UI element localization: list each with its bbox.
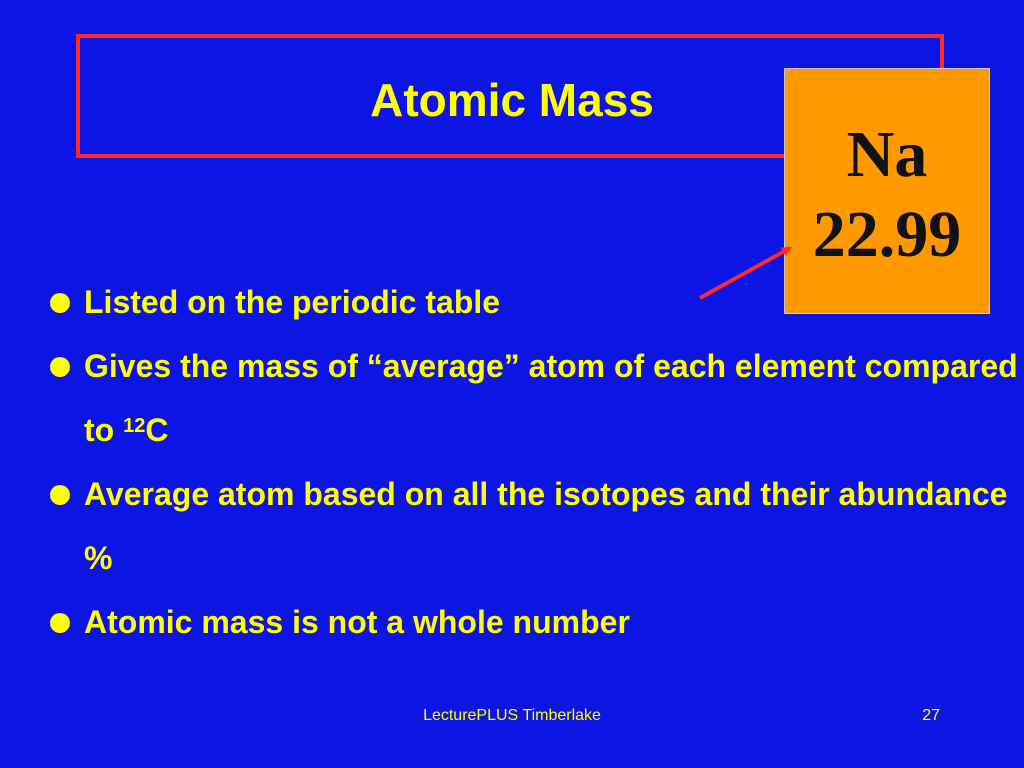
bullet-item bbox=[48, 462, 1018, 590]
bullet-item bbox=[48, 270, 1018, 334]
bullet-icon bbox=[50, 293, 70, 313]
bullet-text: Atomic mass is not a whole number bbox=[84, 604, 630, 640]
bullet-text-main: Gives the mass of “average” atom of each element compared to bbox=[84, 348, 1018, 448]
bullet-item bbox=[48, 334, 1018, 462]
bullet-icon bbox=[50, 357, 70, 377]
element-symbol: Na bbox=[846, 118, 928, 191]
bullet-item bbox=[48, 590, 1018, 654]
bullet-list bbox=[48, 270, 1018, 654]
element-symbol-carbon: C bbox=[145, 412, 169, 448]
slide-title: Atomic Mass bbox=[370, 74, 654, 126]
bullet-text: Listed on the periodic table bbox=[84, 284, 501, 320]
element-atomic-mass: 22.99 bbox=[812, 198, 962, 271]
bullet-icon bbox=[50, 485, 70, 505]
footer-credit: LecturePLUS Timberlake bbox=[423, 707, 601, 724]
isotope-superscript: 12 bbox=[123, 415, 146, 437]
bullet-text: Average atom based on all the isotopes and their abundance % bbox=[84, 476, 1008, 576]
bullet-text bbox=[84, 334, 1018, 462]
page-number: 27 bbox=[922, 707, 940, 724]
bullet-icon bbox=[50, 613, 70, 633]
